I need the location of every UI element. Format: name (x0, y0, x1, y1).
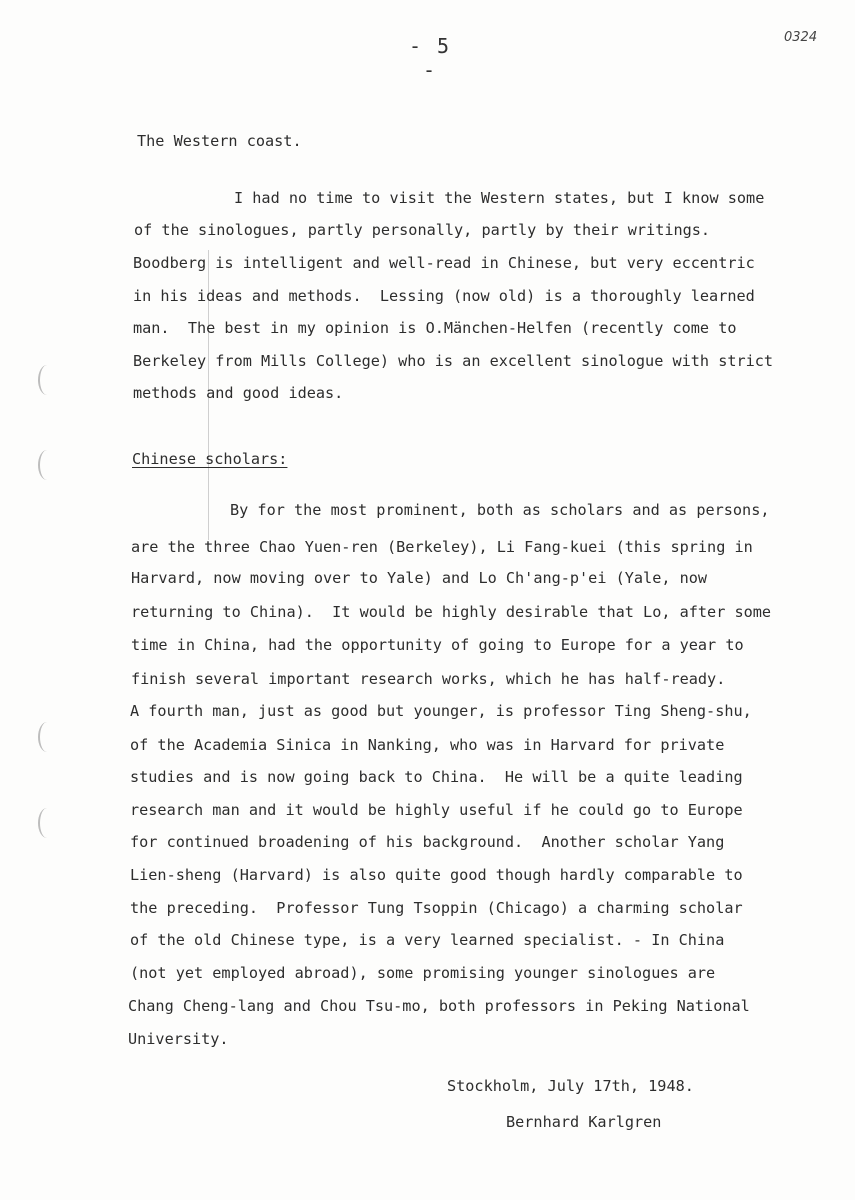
archive-number: 0324 (784, 30, 818, 45)
punch-hole-mark (38, 808, 56, 838)
text-line: Berkeley from Mills College) who is an excellent sinologue with strict (133, 352, 774, 370)
text-line: By for the most prominent, both as scholars and as persons, (230, 501, 770, 519)
text-line: of the old Chinese type, is a very learned specialist. - In China (130, 931, 725, 949)
punch-hole-mark (38, 722, 56, 752)
text-line: of the Academia Sinica in Nanking, who was in Harvard for private (130, 736, 725, 754)
author-name: Bernhard Karlgren (506, 1113, 662, 1131)
text-line: A fourth man, just as good but younger, is professor Ting Sheng-shu, (130, 702, 752, 720)
text-line: for continued broadening of his background. Another scholar Yang (130, 833, 725, 851)
punch-hole-mark (38, 450, 56, 480)
text-line: Harvard, now moving over to Yale) and Lo Ch'ang-p'ei (Yale, now (131, 569, 708, 587)
text-line: man. The best in my opinion is O.Mänchen-Helfen (recently come to (133, 319, 737, 337)
text-line: studies and is now going back to China. He will be a quite leading (130, 768, 743, 786)
page-number: - 5 - (408, 34, 452, 82)
text-line: returning to China). It would be highly desirable that Lo, after some (131, 603, 772, 621)
text-line: are the three Chao Yuen-ren (Berkeley), Li Fang-kuei (this spring in (131, 538, 753, 556)
text-line: in his ideas and methods. Lessing (now old) is a thoroughly learned (133, 287, 755, 305)
text-line: University. (128, 1030, 229, 1048)
text-line: methods and good ideas. (133, 384, 344, 402)
text-line: of the sinologues, partly personally, partly by their writings. (134, 221, 711, 239)
text-line: I had no time to visit the Western states, but I know some (234, 189, 765, 207)
punch-hole-mark (38, 365, 56, 395)
section-heading: The Western coast. (137, 132, 302, 150)
text-line: finish several important research works, which he has half-ready. (131, 670, 726, 688)
text-line: research man and it would be highly useful if he could go to Europe (130, 801, 743, 819)
place-date: Stockholm, July 17th, 1948. (447, 1077, 694, 1095)
text-line: time in China, had the opportunity of going to Europe for a year to (131, 636, 744, 654)
text-line: (not yet employed abroad), some promising younger sinologues are (130, 964, 716, 982)
section-heading: Chinese scholars: (132, 450, 288, 468)
text-line: Lien-sheng (Harvard) is also quite good though hardly comparable to (130, 866, 743, 884)
text-line: Boodberg is intelligent and well-read in Chinese, but very eccentric (133, 254, 755, 272)
text-line: the preceding. Professor Tung Tsoppin (Chicago) a charming scholar (130, 899, 743, 917)
text-line: Chang Cheng-lang and Chou Tsu-mo, both professors in Peking National (128, 997, 750, 1015)
